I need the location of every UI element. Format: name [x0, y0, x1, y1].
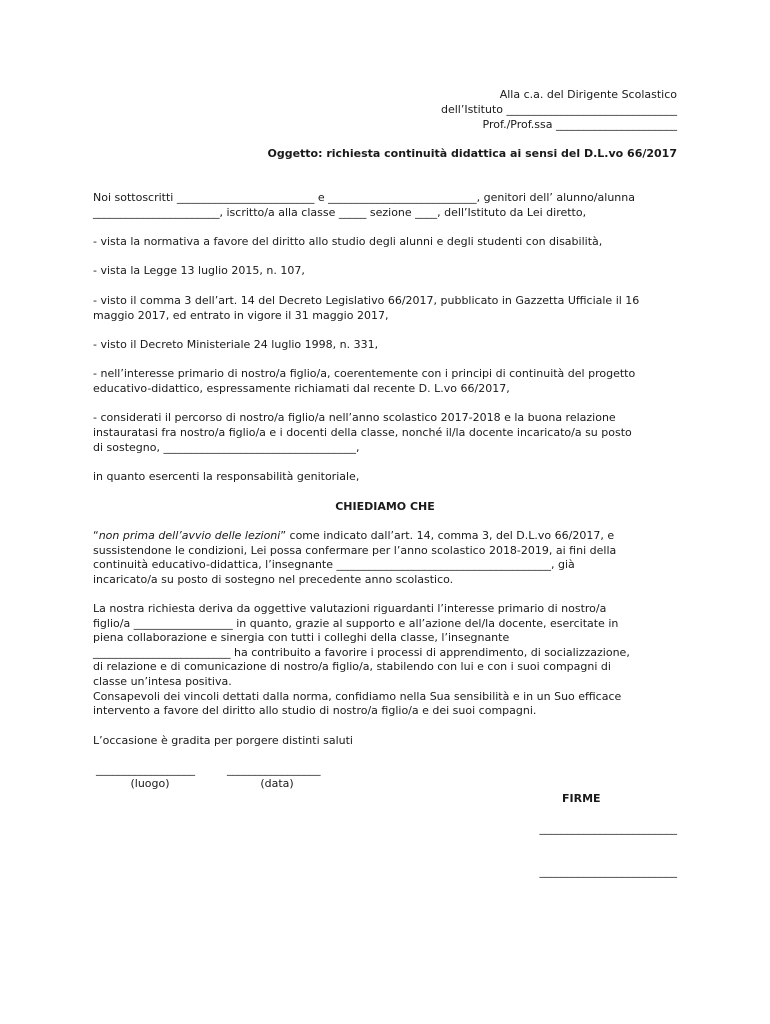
request-line-1 — [93, 528, 614, 543]
consideration-2: - vista la Legge 13 luglio 2015, n. 107, — [93, 264, 305, 277]
consideration-6-line-3: di sostegno, ___________________________________, — [93, 441, 360, 454]
request-line-4: incaricato/a su posto di sostegno nel precedente anno scolastico. — [93, 573, 454, 586]
recipient-line-3: Prof./Prof.ssa ______________________ — [482, 118, 677, 131]
recipient-line-2: dell’Istituto _______________________________ — [440, 103, 677, 116]
date-blank: _________________ — [227, 763, 321, 776]
signatures-heading: FIRME — [562, 792, 601, 805]
closing-line: L’occasione è gradita per porgere distinti saluti — [93, 734, 353, 747]
quote-italic: non prima dell’avvio delle lezioni — [98, 529, 281, 542]
consideration-5-line-1: - nell’interesse primario di nostro/a figlio/a, coerentemente con i principi di continuità del progetto — [93, 367, 636, 380]
consideration-6-line-1: - considerati il percorso di nostro/a figlio/a nell’anno scolastico 2017-2018 e la buona relazione — [93, 411, 616, 424]
request-line-2: sussistendone le condizioni, Lei possa confermare per l’anno scolastico 2018-2019, ai fini della — [93, 544, 617, 557]
signature-line-1: _________________________ — [539, 822, 677, 835]
place-label: (luogo) — [130, 777, 170, 790]
consideration-3-line-2: maggio 2017, ed entrato in vigore il 31 maggio 2017, — [93, 309, 389, 322]
recipient-line-1: Alla c.a. del Dirigente Scolastico — [499, 88, 677, 101]
consideration-1: - vista la normativa a favore del diritto allo studio degli alunni e degli studenti con disabilità, — [93, 235, 603, 248]
quote-open: “ — [93, 529, 99, 542]
consideration-6-line-2: instauratasi fra nostro/a figlio/a e i docenti della classe, nonché il/la docente incaricato/a su posto — [93, 426, 632, 439]
consideration-4: - visto il Decreto Ministeriale 24 luglio 1998, n. 331, — [93, 338, 379, 351]
intro-line-1: Noi sottoscritti _________________________ e ___________________________, genitori dell’ alunno/alunna — [93, 191, 635, 204]
signature-line-2: _________________________ — [539, 865, 677, 878]
motivation-line-7: Consapevoli dei vincoli dettati dalla norma, confidiamo nella Sua sensibilità e in un Suo efficace — [93, 690, 622, 703]
motivation-line-8: intervento a favore del diritto allo studio di nostro/a figlio/a e dei suoi compagni. — [93, 704, 537, 717]
request-line-3: continuità educativo-didattica, l’insegnante _______________________________________, già — [93, 558, 575, 571]
request-heading: CHIEDIAMO CHE — [335, 500, 435, 513]
place-blank: __________________ — [96, 763, 195, 776]
consideration-3-line-1: - visto il comma 3 dell’art. 14 del Decreto Legislativo 66/2017, pubblicato in Gazzetta Ufficiale il 16 — [93, 294, 640, 307]
motivation-line-2: figlio/a __________________ in quanto, grazie al supporto e all’azione del/la docente, esercitate in — [93, 617, 619, 630]
quote-close: ” come indicato dall’art. 14, comma 3, del D.L.vo 66/2017, e — [280, 529, 615, 542]
intro-line-2: _______________________, iscritto/a alla classe _____ sezione ____, dell’Istituto da Lei diretto, — [93, 206, 587, 219]
subject-line: Oggetto: richiesta continuità didattica ai sensi del D.L.vo 66/2017 — [267, 147, 677, 160]
motivation-line-3: piena collaborazione e sinergia con tutti i colleghi della classe, l’insegnante — [93, 631, 510, 644]
motivation-line-6: classe un’intesa positiva. — [93, 675, 232, 688]
motivation-line-4: _________________________ ha contribuito a favorire i processi di apprendimento, di socializzazione, — [93, 646, 630, 659]
motivation-line-1: La nostra richiesta deriva da oggettive valutazioni riguardanti l’interesse primario di nostro/a — [93, 602, 607, 615]
motivation-line-5: di relazione e di comunicazione di nostro/a figlio/a, stabilendo con lui e con i suoi compagni di — [93, 660, 611, 673]
date-label: (data) — [260, 777, 294, 790]
responsibility-line: in quanto esercenti la responsabilità genitoriale, — [93, 470, 360, 483]
consideration-5-line-2: educativo-didattico, espressamente richiamati dal recente D. L.vo 66/2017, — [93, 382, 510, 395]
